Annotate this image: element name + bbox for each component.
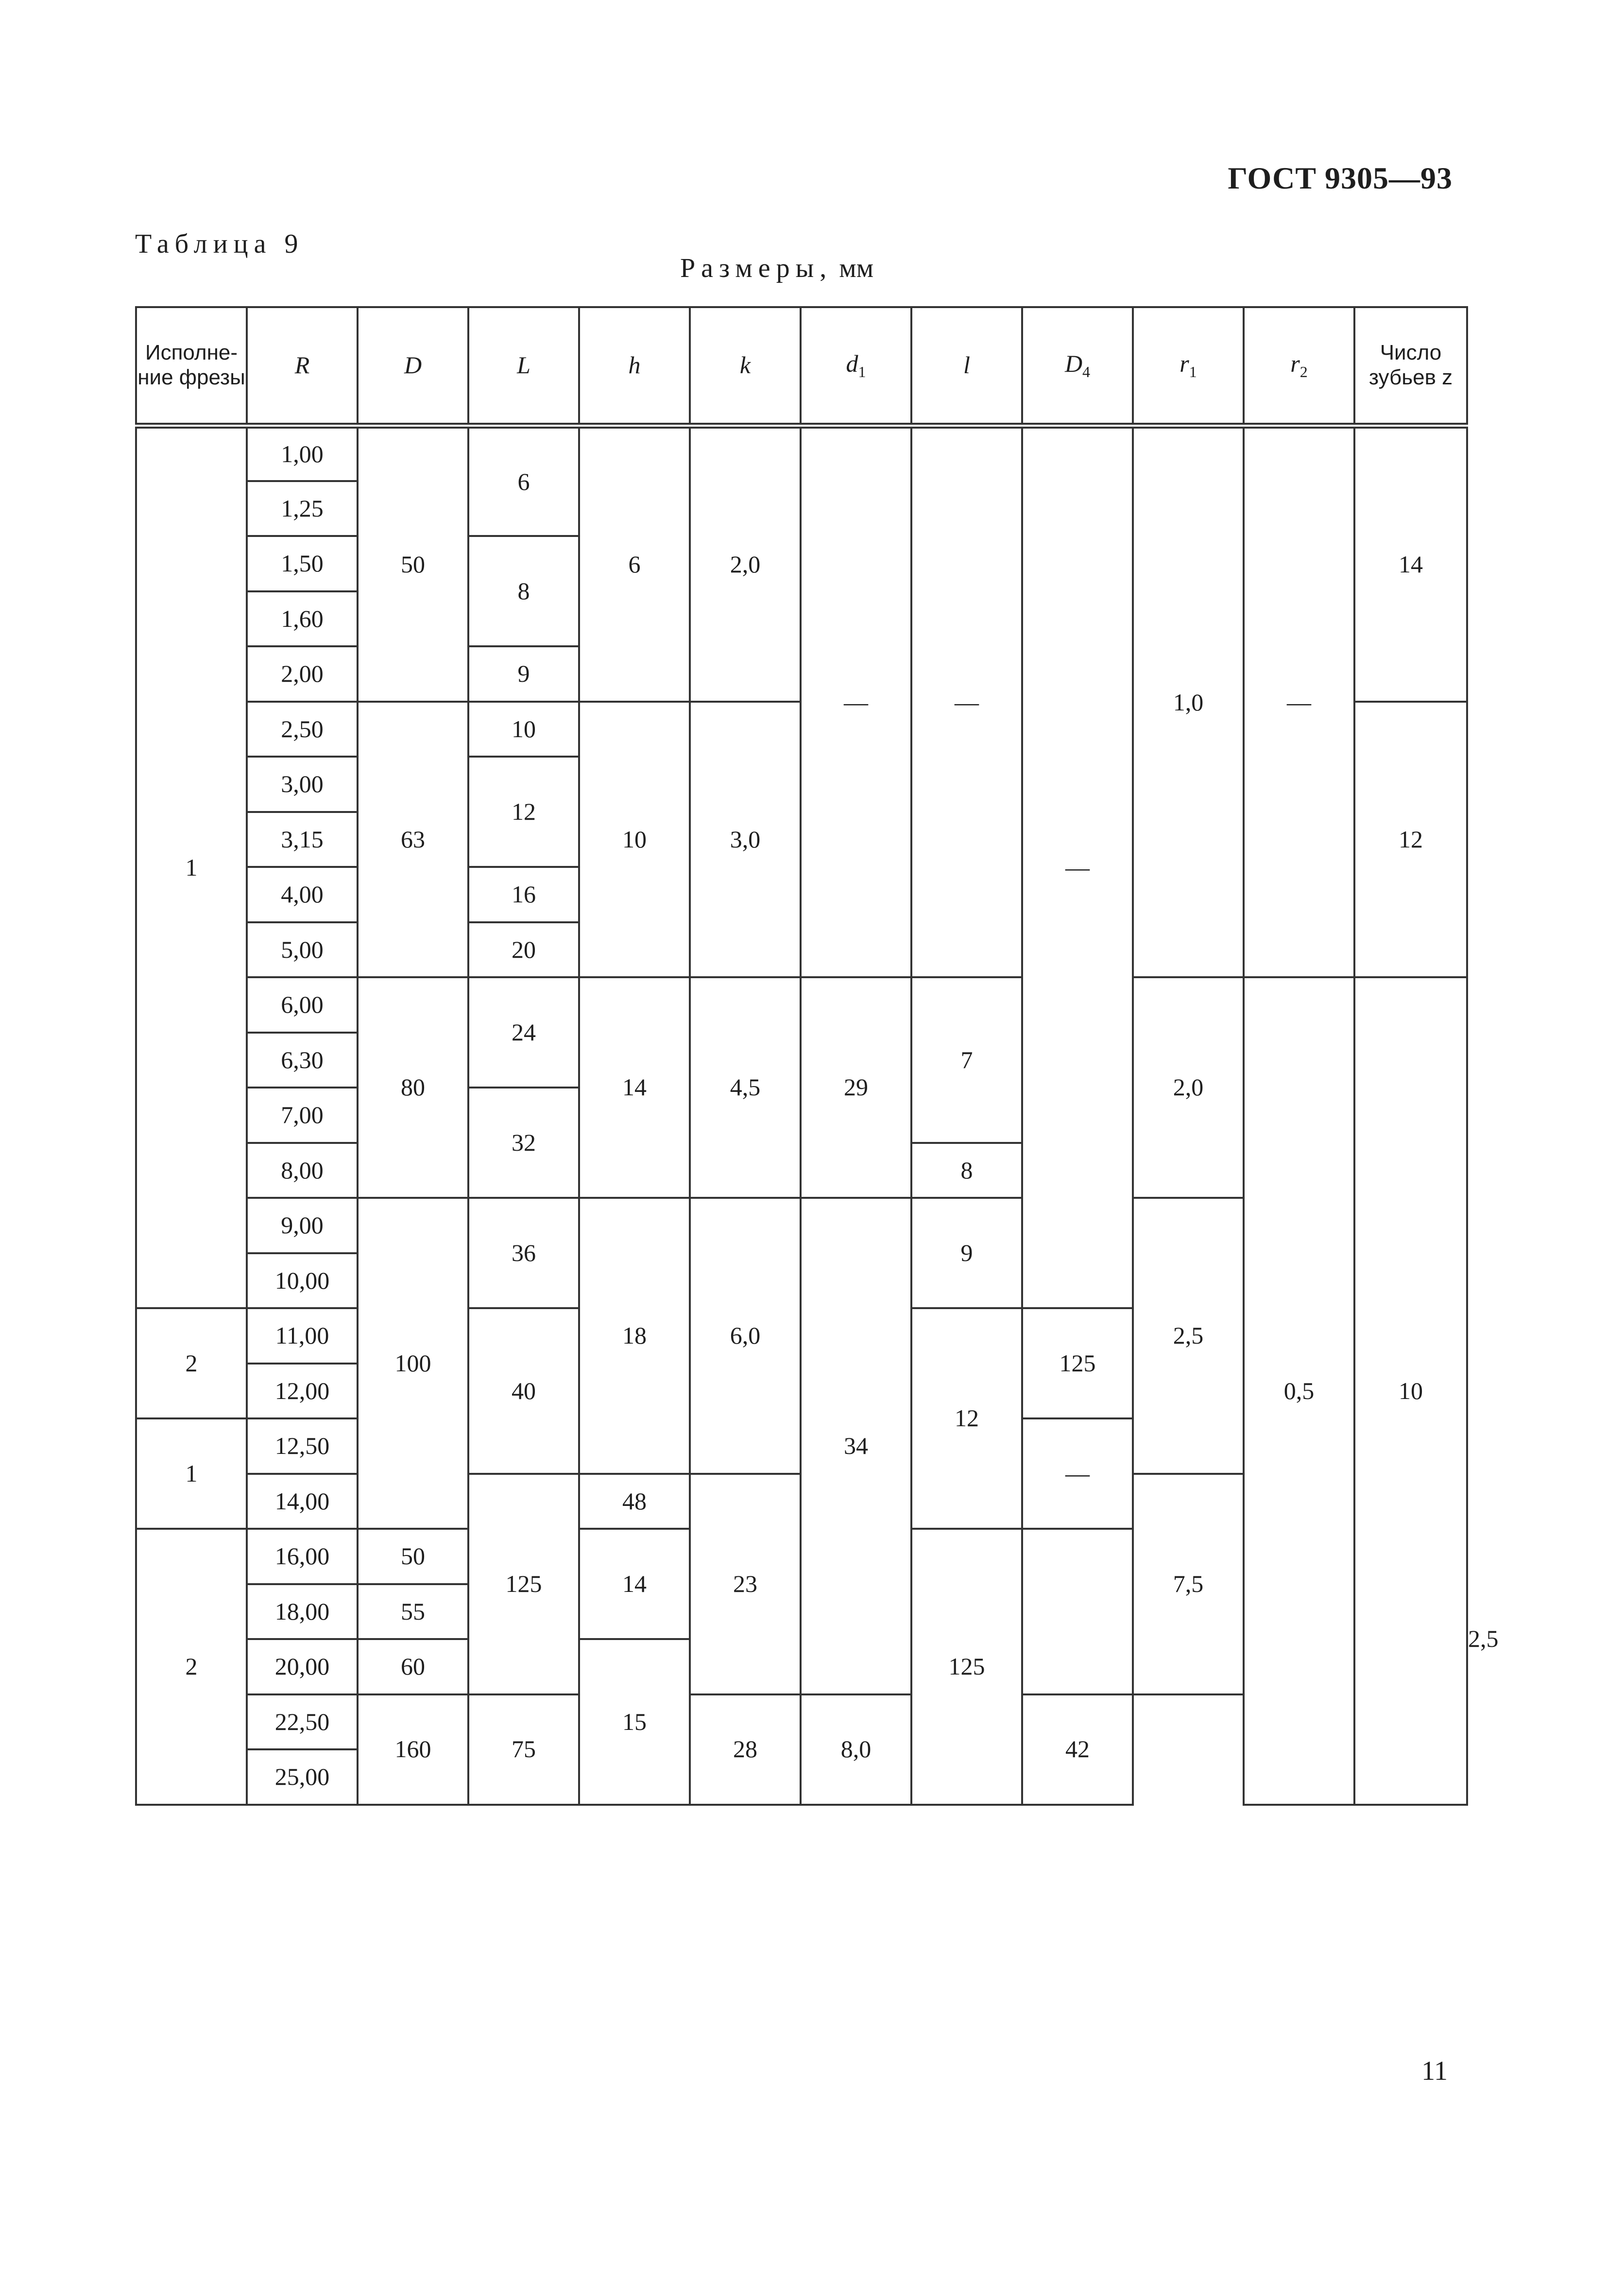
d1-cell: — [801,426,911,977]
header-h: h [579,307,690,426]
header-r1-main: r [1180,350,1189,378]
l-cell: 7 [911,977,1022,1143]
R-cell: 14,00 [247,1474,358,1529]
L-cell: 75 [468,1694,579,1805]
L-cell: 6 [468,426,579,536]
r1-cell: 1,0 [1133,426,1244,977]
R-cell: 1,00 [247,426,358,481]
header-r2-sub: 2 [1299,363,1308,381]
L-cell: 8 [468,536,579,646]
R-cell: 20,00 [247,1639,358,1694]
L-cell: 48 [579,1474,690,1529]
units-caption [680,253,873,284]
l-cell: 9 [911,1198,1022,1308]
L-cell: 55 [358,1584,468,1640]
R-cell: 6,00 [247,977,358,1033]
d1-cell: 42 [1022,1694,1133,1805]
header-variant: Исполне- ние фрезы [136,307,247,426]
r2-cell: — [1244,426,1354,977]
table-row [136,426,1467,481]
header-teeth: Число зубьев z [1354,307,1467,426]
table-caption: Таблица 9 [135,229,304,259]
teeth-cell: 10 [1354,977,1467,1805]
R-cell: 11,00 [247,1308,358,1364]
header-k: k [690,307,801,426]
R-cell: 12,00 [247,1364,358,1419]
L-cell: 16 [468,867,579,922]
units-caption-word: Размеры, [680,253,833,283]
variant-cell: 2 [136,1308,247,1418]
D-cell: 160 [358,1694,468,1805]
units-caption-unit: мм [839,253,874,283]
R-cell: 1,60 [247,591,358,647]
teeth-cell: 12 [1354,702,1467,978]
D4-cell: — [1022,426,1133,1308]
k-cell: 4,5 [690,977,801,1198]
header-d1-main: d [846,350,858,378]
h-cell: 6 [579,426,690,702]
L-cell: 12 [468,757,579,867]
R-cell: 3,15 [247,812,358,867]
k-cell: 2,0 [690,426,801,702]
header-d1 [801,307,911,426]
l-cell: 8 [911,1143,1022,1198]
R-cell: 9,00 [247,1198,358,1253]
R-cell: 2,00 [247,646,358,702]
header-r1-sub: 1 [1189,363,1197,381]
R-cell: 4,00 [247,867,358,922]
d1-cell: 34 [801,1198,911,1694]
R-cell: 7,00 [247,1088,358,1143]
table-header-row [136,307,1467,426]
R-cell: 18,00 [247,1584,358,1640]
l-cell: 15 [579,1639,690,1805]
header-L: L [468,307,579,426]
header-d1-sub: 1 [858,363,866,381]
h-cell: 18 [579,1198,690,1474]
D-cell: 80 [358,977,468,1198]
h-cell: 28 [690,1694,801,1805]
r1-cell: 2,5 [1133,1198,1244,1474]
table-row [136,977,1467,1033]
R-cell: 6,30 [247,1033,358,1088]
D-cell: 63 [358,702,468,978]
k-cell: 6,0 [690,1198,801,1474]
R-cell: 10,00 [247,1253,358,1309]
R-cell: 16,00 [247,1529,358,1584]
D4-cell: 125 [911,1529,1022,1805]
L-cell: 50 [358,1529,468,1584]
page-number: 11 [1421,2056,1448,2086]
L-cell: 10 [468,702,579,757]
standard-number: ГОСТ 9305—93 [1228,161,1453,195]
R-cell: 1,25 [247,481,358,536]
l-cell: — [911,426,1022,977]
header-D: D [358,307,468,426]
h-cell: 10 [579,702,690,978]
l-cell: 12 [911,1308,1022,1529]
R-cell: 22,50 [247,1694,358,1750]
L-cell: 60 [358,1639,468,1694]
L-cell: 24 [468,977,579,1088]
D-cell: 50 [358,426,468,702]
l-cell: 14 [579,1529,690,1639]
dimensions-table [135,306,1499,1806]
header-D4 [1022,307,1133,426]
teeth-cell: 14 [1354,426,1467,702]
table-row: 14,00 125 48 23 7,5 2,5 [136,1474,1467,1529]
k-cell: 8,0 [801,1694,911,1805]
variant-cell: 1 [136,1418,247,1529]
L-cell: 9 [468,646,579,702]
d1-cell: 29 [801,977,911,1198]
variant-cell: 2 [136,1529,247,1805]
R-cell: 25,00 [247,1749,358,1805]
R-cell: 2,50 [247,702,358,757]
L-cell: 32 [468,1088,579,1198]
R-cell: 12,50 [247,1418,358,1474]
R-cell: 8,00 [247,1143,358,1198]
L-cell: 40 [468,1308,579,1474]
header-r2 [1244,307,1354,426]
k-cell: 7,5 [1133,1474,1244,1694]
header-D4-sub: 4 [1082,363,1091,381]
D4-cell: 125 [1022,1308,1133,1418]
D-cell: 125 [468,1474,579,1694]
header-r1 [1133,307,1244,426]
R-cell: 5,00 [247,922,358,978]
r1-cell: 2,0 [1133,977,1244,1198]
h-cell: 23 [690,1474,801,1694]
header-R: R [247,307,358,426]
r2-cell: 0,5 [1244,977,1354,1805]
header-l: l [911,307,1022,426]
D4-cell: — [1022,1418,1133,1529]
L-cell: 20 [468,922,579,978]
header-D4-main: D [1064,350,1083,378]
R-cell: 3,00 [247,757,358,812]
header-r2-main: r [1290,350,1300,378]
R-cell: 1,50 [247,536,358,591]
h-cell: 14 [579,977,690,1198]
variant-cell: 1 [136,426,247,1308]
L-cell: 36 [468,1198,579,1308]
k-cell: 3,0 [690,702,801,978]
D-cell: 100 [358,1198,468,1529]
